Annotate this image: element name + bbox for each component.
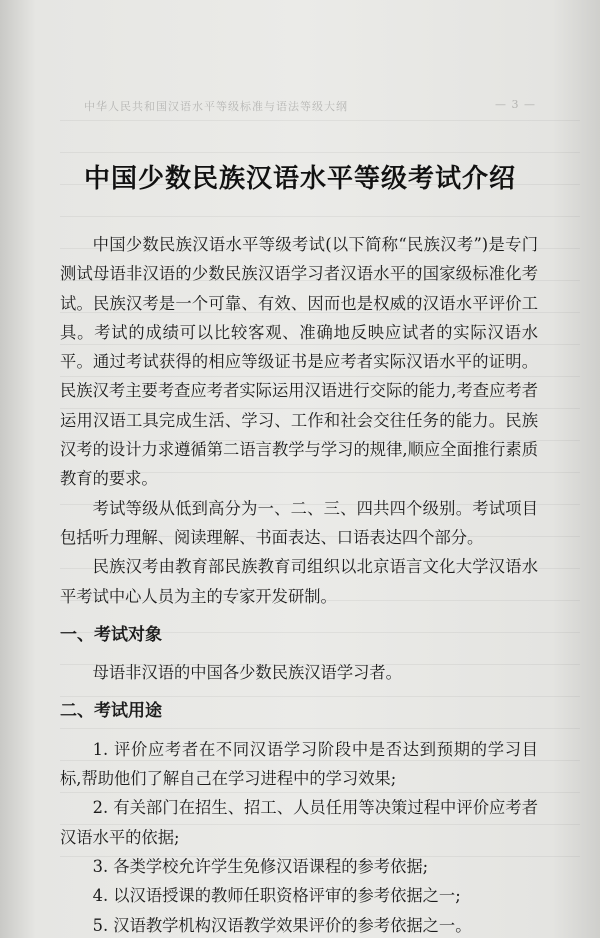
running-head	[84, 98, 544, 116]
section-text-test-takers: 母语非汉语的中国各少数民族汉语学习者。	[92, 663, 402, 683]
use-item-5: 5. 汉语教学机构汉语教学效果评价的参考依据之一。	[92, 915, 472, 935]
page-title: 中国少数民族汉语水平等级考试介绍	[83, 164, 516, 194]
use-item-1: 1. 评价应考者在不同汉语学习阶段中是否达到预期的学习目标,帮助他们了解自己在学习进程中的学习效果;	[60, 739, 538, 789]
use-item-4: 4. 以汉语授课的教师任职资格评审的参考依据之一;	[92, 886, 461, 906]
body-text	[60, 230, 538, 938]
intro-paragraph-3: 民族汉考由教育部民族教育司组织以北京语言文化大学汉语水平考试中心人员为主的专家开发研制。	[60, 557, 538, 606]
section-heading-test-uses: 二、考试用途	[60, 701, 162, 722]
section-heading-test-takers: 一、考试对象	[60, 624, 162, 645]
running-head-title: 中华人民共和国汉语水平等级标准与语法等级大纲	[84, 100, 348, 113]
intro-paragraph-1: 中国少数民族汉语水平等级考试(以下简称“民族汉考”)是专门测试母语非汉语的少数民族汉语学习者汉语水平的国家级标准化考试。民族汉考是一个可靠、有效、因而也是权威的汉语水平评价工具。考试的成绩可以比较客观、准确地反映应试者的实际汉语水平。通过考试获得的相应等级证书是应考者实际汉语水平的证明。民族汉考主要考查应考者实际运用汉语进行交际的能力,考查应考者运用汉语工具完成生活、学习、工作和社会交往任务的能力。民族汉考的设计力求遵循第二语言教学与学习的规律,顺应全面推行素质教育的要求。	[60, 235, 538, 489]
use-item-2: 2. 有关部门在招生、招工、人员任用等决策过程中评价应考者汉语水平的依据;	[60, 798, 538, 847]
page-number: — 3 —	[495, 98, 536, 111]
intro-paragraph-2: 考试等级从低到高分为一、二、三、四共四个级别。考试项目包括听力理解、阅读理解、书面表达、口语表达四个部分。	[60, 498, 538, 547]
use-item-3: 3. 各类学校允许学生免修汉语课程的参考依据;	[92, 856, 429, 876]
